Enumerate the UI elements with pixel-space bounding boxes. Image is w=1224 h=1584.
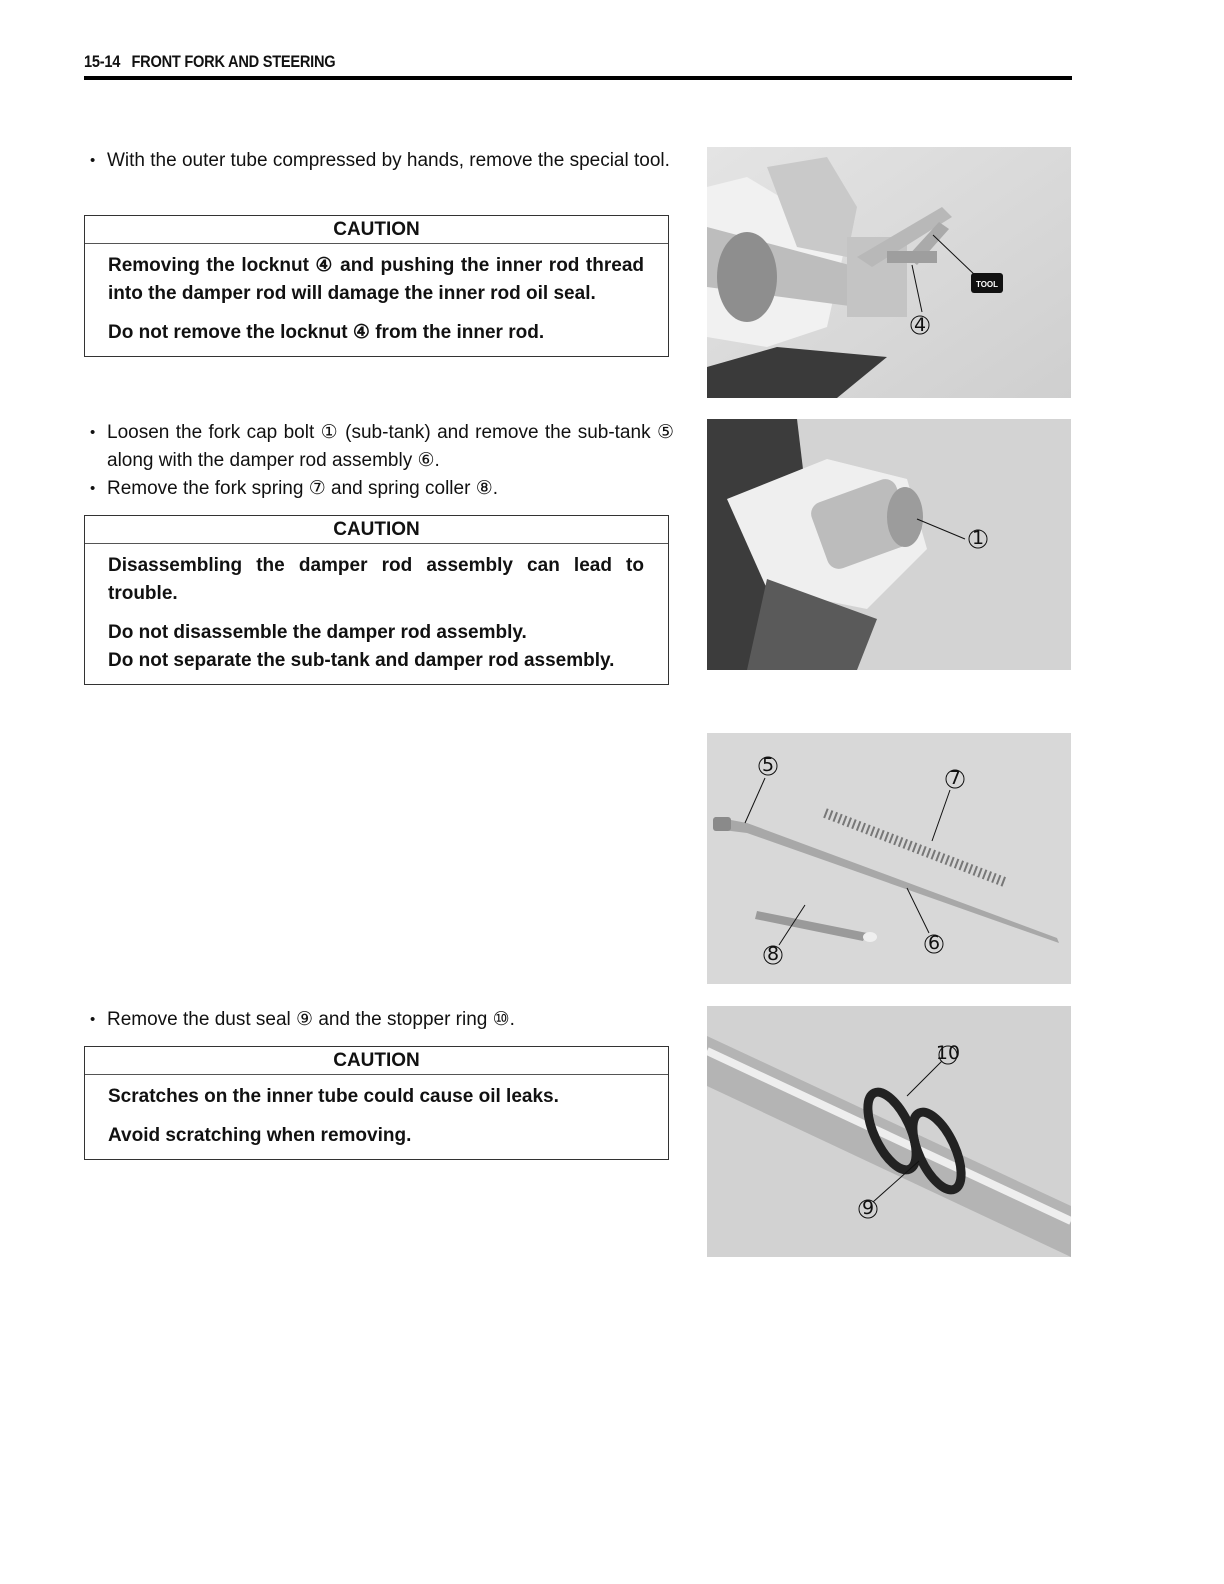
header-title: 15-14 FRONT FORK AND STEERING (84, 52, 336, 71)
photo-callout: 7 (948, 767, 962, 789)
photo-dust-seal (707, 1006, 1071, 1257)
caution-box-1 (84, 215, 669, 357)
caution-heading: CAUTION (85, 516, 668, 544)
caution-text: Avoid scratching when removing. (108, 1125, 412, 1146)
page-header (84, 52, 1072, 80)
photo-callout: 9 (861, 1197, 875, 1219)
caution-box-3 (84, 1046, 669, 1160)
step-1-instructions (90, 147, 674, 175)
caution-text: Scratches on the inner tube could cause oil leaks. (108, 1086, 559, 1107)
tool-badge-label: TOOL (975, 280, 999, 289)
caution-text: Disassembling the damper rod assembly can lead to trouble. (108, 555, 644, 604)
photo-fork-cap-bolt (707, 419, 1071, 670)
header-rule (84, 76, 1072, 80)
caution-text: Removing the locknut ④ and pushing the inner rod thread into the damper rod will damage the inner rod oil seal. (108, 255, 644, 304)
caution-heading: CAUTION (85, 1047, 668, 1075)
photo-callout: 8 (766, 943, 780, 965)
bullet-item: • With the outer tube compressed by hands, remove the special tool. (90, 147, 674, 175)
caution-text: Do not remove the locknut ④ from the inner rod. (108, 322, 545, 343)
photo-callout: 10 (935, 1042, 961, 1064)
bullet-item: • Remove the fork spring ⑦ and spring coller ⑧. (90, 475, 674, 503)
photo-callout: 6 (927, 932, 941, 954)
step-3-instructions (90, 1006, 674, 1034)
step-2-instructions (90, 419, 674, 503)
caution-box-2 (84, 515, 669, 685)
bullet-item: • Remove the dust seal ⑨ and the stopper ring ⑩. (90, 1006, 674, 1034)
photo-damper-rod-parts (707, 733, 1071, 984)
photo-callout: 1 (971, 527, 985, 549)
caution-text: Do not separate the sub-tank and damper rod assembly. (108, 650, 615, 671)
bullet-item: • Loosen the fork cap bolt ① (sub-tank) and remove the sub-tank ⑤ along with the damper rod assembly ⑥. (90, 419, 674, 475)
caution-text: Do not disassemble the damper rod assembly. (108, 622, 527, 643)
photo-callout: 5 (761, 754, 775, 776)
photo-callout: 4 (913, 314, 927, 336)
caution-heading: CAUTION (85, 216, 668, 244)
photo-special-tool (707, 147, 1071, 398)
